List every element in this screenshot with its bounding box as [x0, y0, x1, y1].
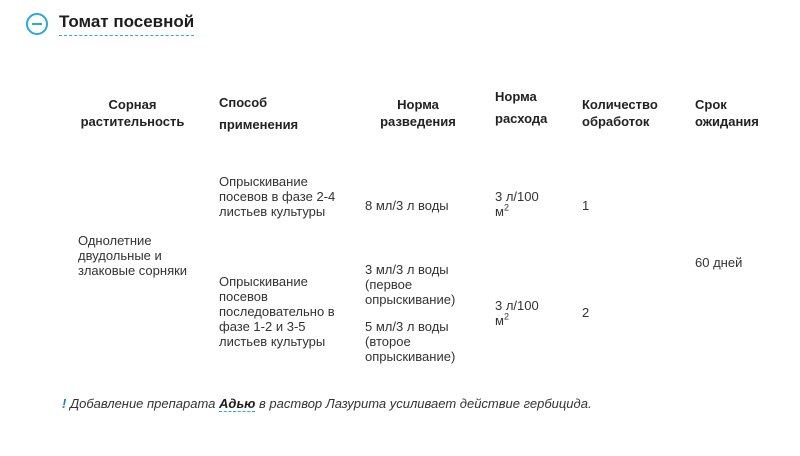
- row-2-rate-exp: 2: [503, 311, 509, 322]
- header-waiting: Срок ожидания: [695, 97, 759, 129]
- row-2-rate: [495, 298, 555, 328]
- header-weeds: Сорная растительность: [80, 97, 185, 129]
- cell-waiting: 60 дней: [695, 255, 743, 270]
- note-marker: !: [62, 396, 67, 411]
- row-2-dilution-1: 3 мл/3 л воды (первое опрыскивание): [365, 262, 456, 307]
- product-link[interactable]: Адью: [219, 396, 256, 411]
- row-1-dilution: 8 мл/3 л воды: [365, 198, 449, 213]
- header-treatments: Количество обработок: [582, 97, 658, 129]
- row-2-dilution-2: 5 мл/3 л воды (второе опрыскивание): [365, 319, 456, 364]
- header-method: Способ применения: [219, 95, 299, 132]
- section-header[interactable]: [26, 12, 194, 36]
- note: [62, 396, 592, 411]
- section-title[interactable]: Томат посевной: [59, 12, 194, 36]
- row-2-treatments: 2: [582, 305, 590, 320]
- note-suffix: в раствор Лазурита усиливает действие гербицида.: [255, 396, 592, 411]
- minus-glyph: [32, 23, 42, 25]
- header-dilution: Норма разведения: [380, 97, 456, 129]
- row-1-rate-exp: 2: [503, 202, 509, 213]
- header-rate: Норма расхода: [495, 89, 548, 126]
- row-1-rate: [495, 189, 555, 219]
- cell-weeds: Однолетние двудольные и злаковые сорняки: [78, 233, 188, 278]
- row-1-rate-value: 3 л/100 м: [495, 189, 539, 219]
- row-1-treatments: 1: [582, 198, 590, 213]
- note-prefix: Добавление препарата: [66, 396, 220, 411]
- row-1-method: Опрыскивание посевов в фазе 2-4 листьев культуры: [219, 174, 336, 219]
- row-2-rate-value: 3 л/100 м: [495, 298, 539, 328]
- collapse-minus-icon[interactable]: [26, 13, 48, 35]
- row-2-method: Опрыскивание посевов последовательно в фазе 1-2 и 3-5 листьев культуры: [219, 274, 335, 349]
